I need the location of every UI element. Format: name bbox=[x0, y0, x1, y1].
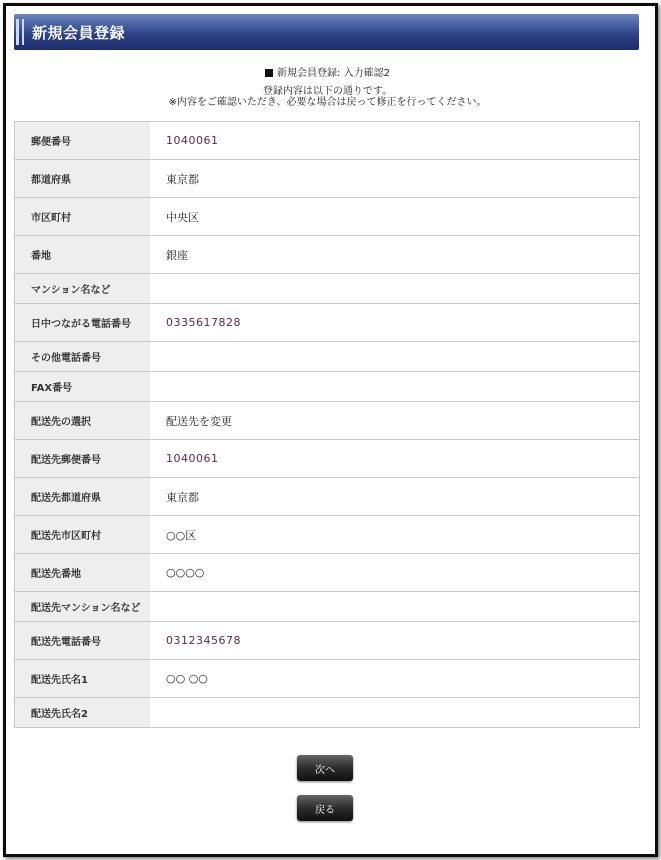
row-label: 配送先市区町村 bbox=[15, 516, 150, 553]
row-value: 中央区 bbox=[166, 210, 199, 224]
row-label: 配送先氏名1 bbox=[15, 660, 150, 697]
table-row bbox=[15, 698, 639, 728]
title-bar-accent-icon bbox=[16, 19, 19, 45]
back-button[interactable]: 戻る bbox=[297, 795, 353, 821]
row-value: 銀座 bbox=[166, 248, 188, 262]
row-value: 配送先を変更 bbox=[166, 414, 232, 428]
row-label: 番地 bbox=[15, 236, 150, 273]
row-label: 配送先マンション名など bbox=[15, 592, 150, 621]
page-title: 新規会員登録 bbox=[32, 24, 126, 42]
row-value bbox=[150, 372, 639, 401]
row-label: その他電話番号 bbox=[15, 342, 150, 371]
row-value: ○○区 bbox=[166, 528, 197, 542]
table-row bbox=[15, 660, 639, 698]
row-value bbox=[150, 592, 639, 621]
notice-line-1: 登録内容は以下の通りです。 bbox=[262, 86, 393, 97]
table-row bbox=[15, 274, 639, 304]
table-row bbox=[15, 592, 639, 622]
row-label: 都道府県 bbox=[15, 160, 150, 197]
confirmation-table bbox=[14, 121, 640, 728]
table-row bbox=[15, 402, 639, 440]
row-value: 東京都 bbox=[166, 490, 199, 504]
row-label: 配送先氏名2 bbox=[15, 698, 150, 727]
row-label: 配送先電話番号 bbox=[15, 622, 150, 659]
row-value bbox=[150, 698, 639, 727]
row-label: 配送先の選択 bbox=[15, 402, 150, 439]
title-bar-accent-icon bbox=[22, 19, 24, 45]
table-row bbox=[15, 304, 639, 342]
row-value: 東京都 bbox=[166, 172, 199, 186]
table-row bbox=[15, 342, 639, 372]
row-value: 0312345678 bbox=[166, 634, 241, 647]
row-value: ○○ ○○ bbox=[166, 672, 208, 685]
notice-line-2: ※内容をご確認いただき、必要な場合は戻って修正を行ってください。 bbox=[168, 97, 487, 108]
confirm-heading-text: 新規会員登録: 入力確認2 bbox=[277, 68, 390, 79]
row-value: 1040061 bbox=[166, 134, 219, 147]
confirm-notice bbox=[6, 86, 649, 108]
table-row bbox=[15, 478, 639, 516]
table-row bbox=[15, 198, 639, 236]
table-row bbox=[15, 236, 639, 274]
confirm-heading bbox=[6, 64, 649, 79]
table-row bbox=[15, 372, 639, 402]
table-row bbox=[15, 622, 639, 660]
row-value bbox=[150, 274, 639, 303]
row-label: マンション名など bbox=[15, 274, 150, 303]
row-value bbox=[150, 342, 639, 371]
square-bullet-icon bbox=[265, 69, 273, 77]
table-row bbox=[15, 554, 639, 592]
row-label: 郵便番号 bbox=[15, 122, 150, 159]
next-button[interactable]: 次へ bbox=[297, 755, 353, 781]
table-row bbox=[15, 122, 639, 160]
row-label: 配送先番地 bbox=[15, 554, 150, 591]
row-label: FAX番号 bbox=[15, 372, 150, 401]
title-bar bbox=[14, 14, 639, 50]
row-value: 1040061 bbox=[166, 452, 219, 465]
row-label: 配送先都道府県 bbox=[15, 478, 150, 515]
registration-window bbox=[3, 3, 658, 857]
row-value: 0335617828 bbox=[166, 316, 241, 329]
row-label: 配送先郵便番号 bbox=[15, 440, 150, 477]
row-value: ○○○○ bbox=[166, 566, 205, 579]
row-label: 日中つながる電話番号 bbox=[15, 304, 150, 341]
table-row bbox=[15, 516, 639, 554]
row-label: 市区町村 bbox=[15, 198, 150, 235]
table-row bbox=[15, 160, 639, 198]
table-row bbox=[15, 440, 639, 478]
